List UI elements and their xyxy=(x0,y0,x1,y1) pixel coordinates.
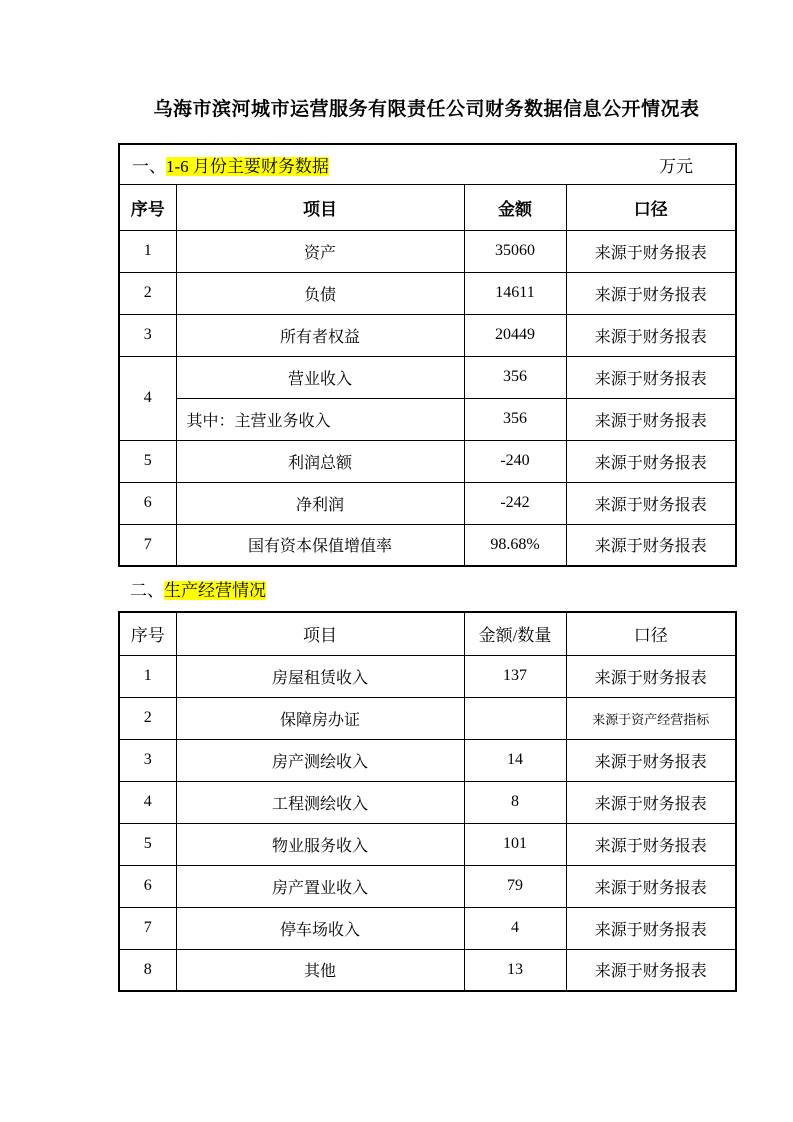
cell-no: 6 xyxy=(119,482,176,524)
cell-amount: 8 xyxy=(464,781,566,823)
cell-caliber: 来源于财务报表 xyxy=(566,314,736,356)
header-cell: 项目 xyxy=(176,184,464,230)
cell-caliber: 来源于财务报表 xyxy=(566,230,736,272)
operation-data-table xyxy=(118,611,737,992)
cell-item: 所有者权益 xyxy=(176,314,464,356)
table-row xyxy=(119,949,736,991)
header-cell: 口径 xyxy=(566,184,736,230)
cell-amount: 4 xyxy=(464,907,566,949)
cell-item: 利润总额 xyxy=(176,440,464,482)
cell-caliber: 来源于财务报表 xyxy=(566,907,736,949)
cell-caliber: 来源于财务报表 xyxy=(566,482,736,524)
table-row xyxy=(119,356,736,398)
cell-amount: 101 xyxy=(464,823,566,865)
table-row xyxy=(119,865,736,907)
cell-amount: 356 xyxy=(464,356,566,398)
cell-no: 2 xyxy=(119,697,176,739)
document-content xyxy=(118,94,735,992)
table-row xyxy=(119,697,736,739)
cell-amount: -240 xyxy=(464,440,566,482)
cell-no: 1 xyxy=(119,655,176,697)
cell-caliber: 来源于财务报表 xyxy=(566,524,736,566)
cell-no: 4 xyxy=(119,781,176,823)
section1-caption-cell xyxy=(119,144,736,184)
cell-item: 物业服务收入 xyxy=(176,823,464,865)
cell-caliber: 来源于财务报表 xyxy=(566,272,736,314)
cell-item: 其他 xyxy=(176,949,464,991)
section1-caption-row xyxy=(119,144,736,184)
cell-caliber: 来源于财务报表 xyxy=(566,823,736,865)
section2-title: 生产经营情况 xyxy=(164,581,266,600)
cell-no: 6 xyxy=(119,865,176,907)
table-row xyxy=(119,230,736,272)
section2-heading xyxy=(130,576,735,601)
cell-amount: 137 xyxy=(464,655,566,697)
table-row xyxy=(119,524,736,566)
table-row xyxy=(119,398,736,440)
cell-amount: 35060 xyxy=(464,230,566,272)
header-cell: 金额 xyxy=(464,184,566,230)
cell-no: 5 xyxy=(119,440,176,482)
table-row xyxy=(119,739,736,781)
cell-caliber: 来源于财务报表 xyxy=(566,655,736,697)
cell-item: 房屋租赁收入 xyxy=(176,655,464,697)
cell-no: 3 xyxy=(119,314,176,356)
table-row xyxy=(119,272,736,314)
cell-no: 3 xyxy=(119,739,176,781)
table-row xyxy=(119,482,736,524)
cell-caliber: 来源于财务报表 xyxy=(566,781,736,823)
cell-caliber: 来源于财务报表 xyxy=(566,739,736,781)
financial-data-table xyxy=(118,143,737,567)
cell-item: 资产 xyxy=(176,230,464,272)
table-row xyxy=(119,314,736,356)
header-cell: 口径 xyxy=(566,612,736,655)
section1-title: 1-6 月份主要财务数据 xyxy=(166,156,329,176)
table1-header-row xyxy=(119,184,736,230)
table-row xyxy=(119,907,736,949)
cell-item: 停车场收入 xyxy=(176,907,464,949)
cell-amount: 13 xyxy=(464,949,566,991)
cell-item: 房产置业收入 xyxy=(176,865,464,907)
cell-item: 营业收入 xyxy=(176,356,464,398)
cell-amount: 14 xyxy=(464,739,566,781)
cell-item: 其中：主营业务收入 xyxy=(176,398,464,440)
page-title: 乌海市滨河城市运营服务有限责任公司财务数据信息公开情况表 xyxy=(153,99,700,120)
cell-amount: 356 xyxy=(464,398,566,440)
table-row xyxy=(119,781,736,823)
cell-item: 房产测绘收入 xyxy=(176,739,464,781)
table-row xyxy=(119,655,736,697)
cell-item: 工程测绘收入 xyxy=(176,781,464,823)
cell-no: 7 xyxy=(119,907,176,949)
cell-caliber: 来源于财务报表 xyxy=(566,865,736,907)
section1-unit-label: 万元 xyxy=(659,156,694,176)
cell-caliber: 来源于财务报表 xyxy=(566,398,736,440)
cell-no: 4 xyxy=(119,356,176,440)
cell-item: 国有资本保值增值率 xyxy=(176,524,464,566)
table2-header-row xyxy=(119,612,736,655)
cell-amount: 20449 xyxy=(464,314,566,356)
header-cell: 序号 xyxy=(119,612,176,655)
section1-prefix: 一、 xyxy=(132,156,166,176)
cell-no: 2 xyxy=(119,272,176,314)
cell-no: 5 xyxy=(119,823,176,865)
cell-caliber: 来源于财务报表 xyxy=(566,440,736,482)
cell-item: 保障房办证 xyxy=(176,697,464,739)
cell-caliber: 来源于财务报表 xyxy=(566,356,736,398)
table-row xyxy=(119,823,736,865)
cell-no: 1 xyxy=(119,230,176,272)
cell-item: 负债 xyxy=(176,272,464,314)
cell-amount: 98.68% xyxy=(464,524,566,566)
header-cell: 金额/数量 xyxy=(464,612,566,655)
cell-item: 净利润 xyxy=(176,482,464,524)
cell-no: 8 xyxy=(119,949,176,991)
section2-prefix: 二、 xyxy=(130,581,164,600)
cell-no: 7 xyxy=(119,524,176,566)
header-cell: 项目 xyxy=(176,612,464,655)
table-row xyxy=(119,440,736,482)
cell-caliber: 来源于资产经营指标 xyxy=(566,697,736,739)
cell-amount xyxy=(464,697,566,739)
cell-amount: 14611 xyxy=(464,272,566,314)
cell-amount: -242 xyxy=(464,482,566,524)
cell-amount: 79 xyxy=(464,865,566,907)
cell-caliber: 来源于财务报表 xyxy=(566,949,736,991)
header-cell: 序号 xyxy=(119,184,176,230)
